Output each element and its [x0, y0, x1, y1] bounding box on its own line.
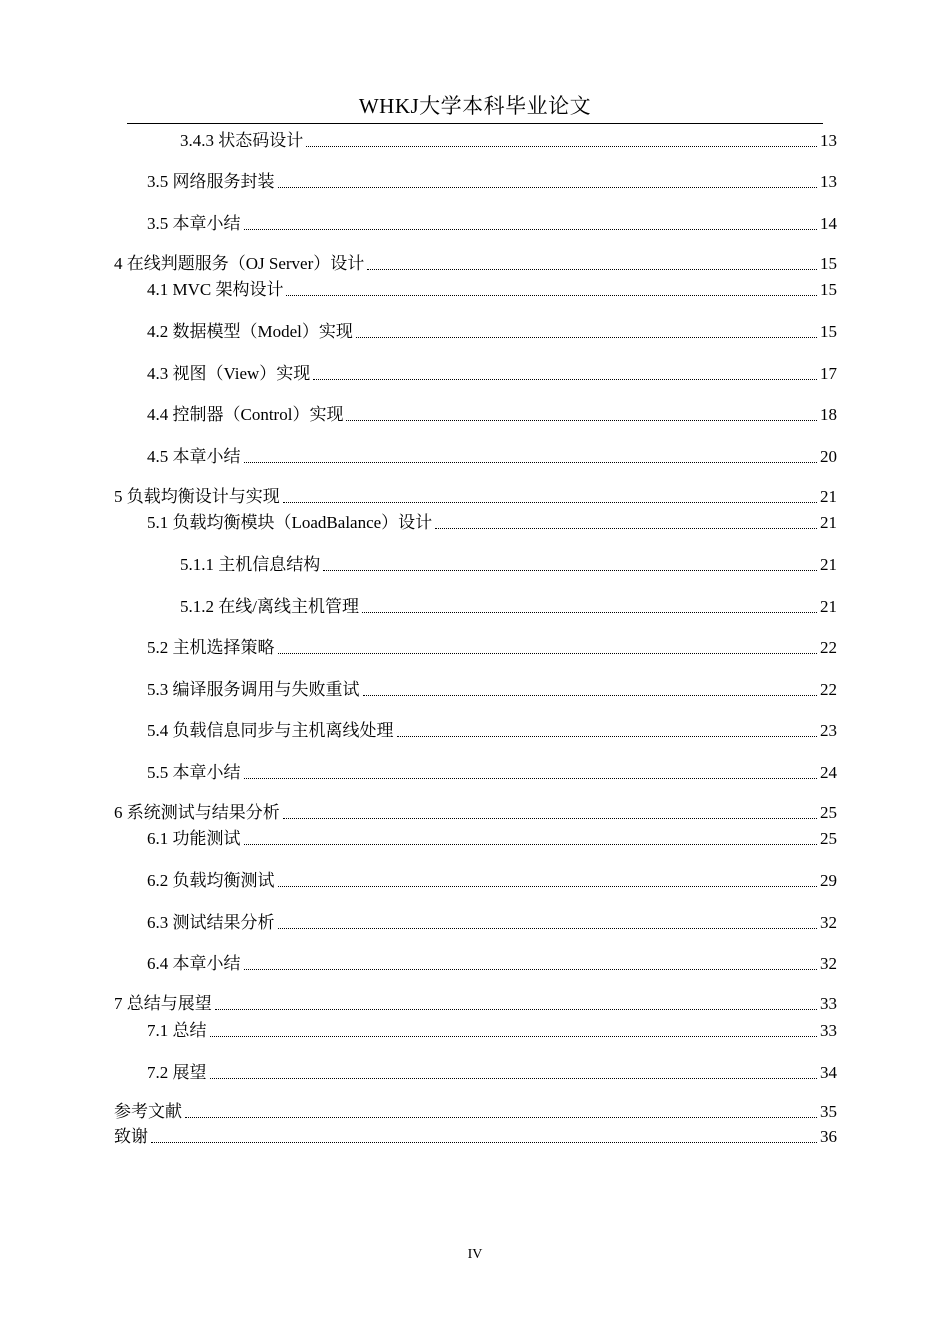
- toc-entry-page: 36: [820, 1127, 837, 1146]
- toc-entry-page: 15: [820, 322, 837, 341]
- toc-entry-page: 24: [820, 763, 837, 782]
- toc-entry[interactable]: [147, 402, 837, 426]
- toc-entry-label: 6.3 测试结果分析: [147, 913, 275, 932]
- toc-entry-label: 3.5 本章小结: [147, 214, 241, 233]
- toc-leader-dots: [151, 1142, 817, 1143]
- toc-entry-page: 15: [820, 254, 837, 273]
- toc-entry-page: 23: [820, 721, 837, 740]
- toc-leader-dots: [278, 886, 818, 887]
- toc-leader-dots: [244, 844, 818, 845]
- toc-leader-dots: [278, 928, 818, 929]
- toc-entry-page: 33: [820, 994, 837, 1013]
- toc-entry-page: 35: [820, 1102, 837, 1121]
- toc-entry-label: 4.3 视图（View）实现: [147, 364, 311, 383]
- toc-entry-label: 4 在线判题服务（OJ Server）设计: [114, 254, 365, 273]
- toc-leader-dots: [435, 528, 817, 529]
- toc-entry[interactable]: [180, 552, 837, 576]
- toc-leader-dots: [278, 653, 818, 654]
- toc-entry[interactable]: [147, 319, 837, 343]
- toc-entry-label: 参考文献: [114, 1102, 182, 1121]
- toc-leader-dots: [362, 612, 817, 613]
- toc-entry-page: 25: [820, 803, 837, 822]
- toc-entry-label: 5.1 负载均衡模块（LoadBalance）设计: [147, 513, 433, 532]
- toc-entry-label: 3.5 网络服务封装: [147, 172, 275, 191]
- header-rule: [127, 123, 823, 124]
- toc-entry-page: 20: [820, 447, 837, 466]
- toc-entry-page: 13: [820, 172, 837, 191]
- toc-leader-dots: [283, 502, 817, 503]
- toc-entry-label: 5 负载均衡设计与实现: [114, 487, 280, 506]
- toc-entry-label: 5.3 编译服务调用与失败重试: [147, 680, 360, 699]
- toc-entry[interactable]: [147, 361, 837, 385]
- toc-entry-page: 25: [820, 829, 837, 848]
- toc-leader-dots: [244, 778, 818, 779]
- toc-entry-label: 6.4 本章小结: [147, 954, 241, 973]
- toc-entry[interactable]: [147, 868, 837, 892]
- toc-entry-page: 34: [820, 1063, 837, 1082]
- toc-entry[interactable]: [114, 251, 837, 275]
- toc-entry[interactable]: [147, 1060, 837, 1084]
- toc-entry-page: 33: [820, 1021, 837, 1040]
- toc-leader-dots: [313, 379, 817, 380]
- toc-entry[interactable]: [147, 760, 837, 784]
- toc-leader-dots: [356, 337, 817, 338]
- toc-entry-label: 7.1 总结: [147, 1021, 207, 1040]
- toc-entry[interactable]: [147, 444, 837, 468]
- toc-entry-page: 15: [820, 280, 837, 299]
- toc-entry[interactable]: [114, 1124, 837, 1148]
- toc-leader-dots: [244, 462, 818, 463]
- page-header-title: WHKJ大学本科毕业论文: [358, 94, 592, 118]
- toc-leader-dots: [397, 736, 818, 737]
- toc-leader-dots: [278, 187, 818, 188]
- toc-entry[interactable]: [114, 991, 837, 1015]
- toc-leader-dots: [215, 1009, 817, 1010]
- toc-entry-label: 5.4 负载信息同步与主机离线处理: [147, 721, 394, 740]
- toc-leader-dots: [323, 570, 817, 571]
- toc-entry[interactable]: [147, 510, 837, 534]
- toc-entry[interactable]: [180, 594, 837, 618]
- toc-entry-label: 4.4 控制器（Control）实现: [147, 405, 344, 424]
- toc-entry-page: 29: [820, 871, 837, 890]
- toc-leader-dots: [367, 269, 817, 270]
- toc-leader-dots: [306, 146, 817, 147]
- toc-entry[interactable]: [147, 635, 837, 659]
- toc-entry[interactable]: [114, 1099, 837, 1123]
- toc-entry[interactable]: [147, 910, 837, 934]
- toc-leader-dots: [210, 1078, 818, 1079]
- toc-entry-page: 14: [820, 214, 837, 233]
- toc-entry-page: 18: [820, 405, 837, 424]
- toc-entry-label: 6.1 功能测试: [147, 829, 241, 848]
- toc-entry[interactable]: [147, 951, 837, 975]
- toc-entry-page: 21: [820, 513, 837, 532]
- toc-leader-dots: [283, 818, 817, 819]
- toc-entry[interactable]: [147, 211, 837, 235]
- toc-entry-page: 22: [820, 638, 837, 657]
- toc-entry-label: 5.5 本章小结: [147, 763, 241, 782]
- toc-leader-dots: [210, 1036, 818, 1037]
- toc-entry[interactable]: [147, 718, 837, 742]
- toc-entry[interactable]: [147, 277, 837, 301]
- toc-entry[interactable]: [147, 826, 837, 850]
- toc-entry-label: 4.2 数据模型（Model）实现: [147, 322, 353, 341]
- toc-entry-label: 7.2 展望: [147, 1063, 207, 1082]
- toc-entry-label: 5.1.1 主机信息结构: [180, 555, 321, 574]
- toc-entry-label: 3.4.3 状态码设计: [180, 131, 304, 150]
- toc-entry-page: 17: [820, 364, 837, 383]
- toc-entry-page: 13: [820, 131, 837, 150]
- toc-entry-page: 32: [820, 913, 837, 932]
- toc-entry-label: 6 系统测试与结果分析: [114, 803, 280, 822]
- toc-entry-label: 5.2 主机选择策略: [147, 638, 275, 657]
- toc-leader-dots: [244, 969, 818, 970]
- toc-entry-label: 5.1.2 在线/离线主机管理: [180, 597, 359, 616]
- toc-leader-dots: [185, 1117, 817, 1118]
- toc-entry[interactable]: [147, 169, 837, 193]
- toc-entry-page: 21: [820, 597, 837, 616]
- toc-entry[interactable]: [147, 677, 837, 701]
- toc-entry-label: 7 总结与展望: [114, 994, 212, 1013]
- toc-leader-dots: [346, 420, 817, 421]
- page-number: IV: [467, 1247, 483, 1262]
- toc-leader-dots: [286, 295, 817, 296]
- toc-leader-dots: [363, 695, 818, 696]
- toc-entry-page: 21: [820, 487, 837, 506]
- toc-entry[interactable]: [114, 800, 837, 824]
- toc-entry[interactable]: [180, 128, 837, 152]
- toc-entry[interactable]: [114, 484, 837, 508]
- toc-entry-page: 21: [820, 555, 837, 574]
- toc-entry-page: 22: [820, 680, 837, 699]
- toc-entry-label: 4.1 MVC 架构设计: [147, 280, 284, 299]
- toc-entry[interactable]: [147, 1018, 837, 1042]
- toc-entry-label: 6.2 负载均衡测试: [147, 871, 275, 890]
- toc-entry-label: 致谢: [114, 1127, 148, 1146]
- toc-entry-page: 32: [820, 954, 837, 973]
- toc-leader-dots: [244, 229, 818, 230]
- toc-entry-label: 4.5 本章小结: [147, 447, 241, 466]
